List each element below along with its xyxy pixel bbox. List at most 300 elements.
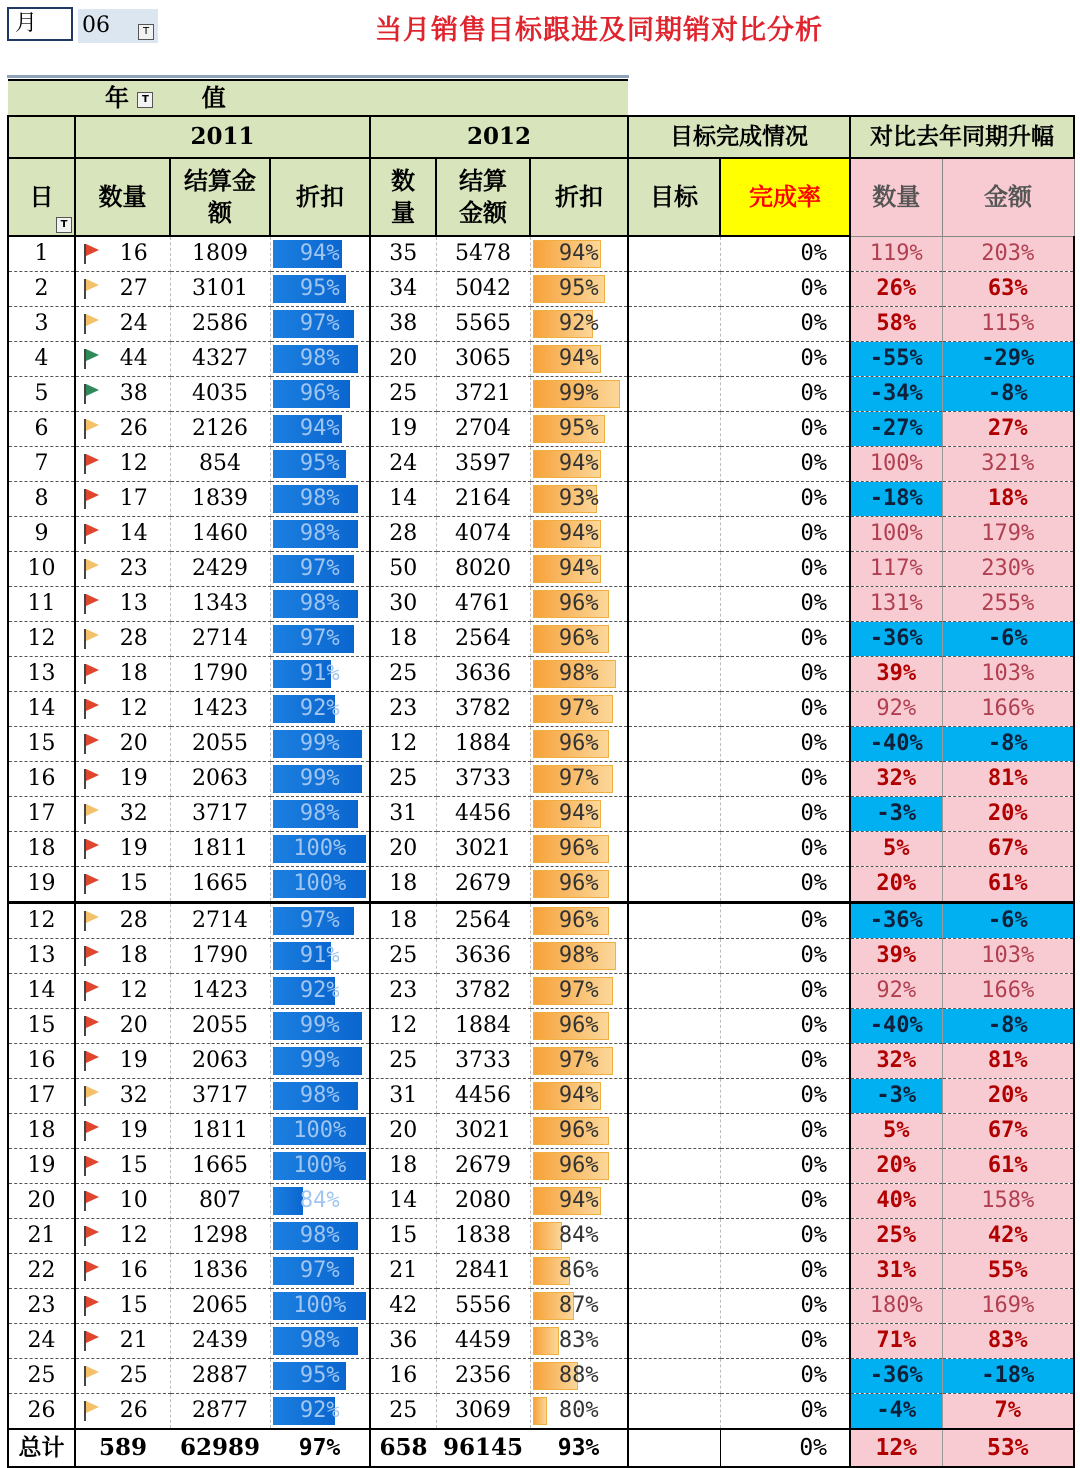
target-cell[interactable] (628, 974, 720, 1009)
target-cell[interactable] (628, 1114, 720, 1149)
completion-rate-cell: 0% (720, 1254, 850, 1289)
qty-2011-cell (75, 1289, 170, 1324)
amount-2011-cell: 1839 (170, 482, 270, 517)
discount-2012-value: 94% (558, 801, 599, 826)
qty-2011-header: 数量 (75, 158, 170, 236)
day-cell: 15 (8, 727, 75, 762)
qty-2012-cell: 20 (370, 832, 436, 867)
target-cell[interactable] (628, 1009, 720, 1044)
compare-amount-cell: 103% (942, 939, 1074, 974)
discount-2011-value: 95% (299, 1363, 340, 1388)
discount-2012-cell (530, 692, 628, 727)
discount-2011-value: 97% (299, 908, 340, 933)
compare-amount-cell: -8% (942, 1009, 1074, 1044)
target-cell[interactable] (628, 762, 720, 797)
table-row (8, 412, 1074, 447)
discount-2011-cell (270, 1394, 370, 1430)
target-cell[interactable] (628, 867, 720, 903)
target-cell[interactable] (628, 447, 720, 482)
discount-2011-value: 100% (293, 1118, 347, 1143)
target-cell[interactable] (628, 236, 720, 272)
qty-2011-cell (75, 552, 170, 587)
flag-icon (84, 874, 98, 894)
compare-qty-cell: 39% (850, 939, 942, 974)
discount-2012-value: 97% (558, 978, 599, 1003)
qty-2011-cell (75, 1219, 170, 1254)
qty-2012-cell: 23 (370, 692, 436, 727)
amount-2012-cell: 3733 (436, 1044, 530, 1079)
qty-2011-cell (75, 762, 170, 797)
amount-2012-cell: 2841 (436, 1254, 530, 1289)
discount-2011-cell (270, 692, 370, 727)
discount-2011-cell (270, 1009, 370, 1044)
compare-qty-cell: -55% (850, 342, 942, 377)
amount-2011-cell: 1665 (170, 867, 270, 903)
flag-icon (84, 314, 98, 334)
amount-2011-cell: 2063 (170, 762, 270, 797)
day-cell: 18 (8, 832, 75, 867)
completion-rate-cell: 0% (720, 272, 850, 307)
discount-2012-value: 94% (558, 451, 599, 476)
amount-2011-cell: 1665 (170, 1149, 270, 1184)
compare-amount-cell: 203% (942, 236, 1074, 272)
discount-2012-value: 98% (558, 943, 599, 968)
amount-2012-cell: 2704 (436, 412, 530, 447)
discount-2012-value: 86% (558, 1258, 599, 1283)
discount-2011-cell (270, 1289, 370, 1324)
target-cell[interactable] (628, 587, 720, 622)
flag-icon (84, 1401, 98, 1421)
discount-2012-cell (530, 552, 628, 587)
day-header-label: 日 (29, 182, 54, 211)
qty-2011-cell (75, 272, 170, 307)
compare-amount-cell: 18% (942, 482, 1074, 517)
target-cell[interactable] (628, 1289, 720, 1324)
compare-amount-cell: 81% (942, 1044, 1074, 1079)
discount-2011-cell (270, 482, 370, 517)
amount-2011-cell: 2877 (170, 1394, 270, 1430)
qty-2012-cell: 38 (370, 307, 436, 342)
compare-amount-cell: -18% (942, 1359, 1074, 1394)
compare-amount-cell: 55% (942, 1254, 1074, 1289)
amount-2012-cell: 3721 (436, 377, 530, 412)
flag-icon (84, 244, 98, 264)
amount-2011-cell: 1809 (170, 236, 270, 272)
discount-2011-value: 98% (299, 801, 340, 826)
day-filter-icon[interactable]: T (56, 217, 72, 233)
table-row (8, 832, 1074, 867)
year-field-label: 年 (105, 83, 129, 112)
total-target (628, 1429, 720, 1467)
table-row (8, 1009, 1074, 1044)
discount-2012-cell (530, 657, 628, 692)
amount-2012-cell: 2564 (436, 622, 530, 657)
flag-icon (84, 349, 98, 369)
table-row (8, 1044, 1074, 1079)
year-filter-icon[interactable]: T (137, 92, 153, 108)
target-cell[interactable] (628, 272, 720, 307)
corner-cell (8, 80, 75, 116)
day-cell: 17 (8, 1079, 75, 1114)
discount-2011-cell (270, 1149, 370, 1184)
compare-amount-cell: 321% (942, 447, 1074, 482)
day-cell: 6 (8, 412, 75, 447)
header-rule (7, 75, 629, 78)
discount-2012-value: 94% (558, 241, 599, 266)
flag-icon (84, 629, 98, 649)
qty-2011-cell (75, 1324, 170, 1359)
amount-2011-cell: 4035 (170, 377, 270, 412)
day-cell: 16 (8, 1044, 75, 1079)
qty-2011-cell (75, 832, 170, 867)
qty-2012-cell: 12 (370, 1009, 436, 1044)
completion-rate-cell: 0% (720, 482, 850, 517)
discount-2011-value: 97% (299, 626, 340, 651)
qty-2011-cell (75, 342, 170, 377)
flag-icon (84, 279, 98, 299)
discount-2012-cell (530, 1044, 628, 1079)
amount-2011-cell: 1423 (170, 974, 270, 1009)
qty-2011-cell (75, 447, 170, 482)
compare-qty-cell: 92% (850, 974, 942, 1009)
amount-2012-cell: 1884 (436, 727, 530, 762)
table-row (8, 692, 1074, 727)
target-cell[interactable] (628, 1359, 720, 1394)
flag-icon (84, 1051, 98, 1071)
completion-rate-cell: 0% (720, 342, 850, 377)
flag-icon (84, 664, 98, 684)
qty-2011-cell (75, 867, 170, 903)
discount-2011-cell (270, 727, 370, 762)
table-row (8, 377, 1074, 412)
flag-icon (84, 1226, 98, 1246)
discount-2011-cell (270, 1359, 370, 1394)
table-row (8, 903, 1074, 939)
discount-2012-cell (530, 974, 628, 1009)
table-row (8, 1324, 1074, 1359)
discount-2012-value: 97% (558, 766, 599, 791)
filter-month-label: 月 (15, 11, 38, 36)
day-cell: 9 (8, 517, 75, 552)
amount-2011-cell: 3101 (170, 272, 270, 307)
day-cell: 22 (8, 1254, 75, 1289)
amount-2012-cell: 2564 (436, 903, 530, 939)
databar-2012 (533, 1327, 559, 1355)
completion-rate-cell: 0% (720, 1044, 850, 1079)
discount-2011-cell (270, 832, 370, 867)
compare-qty-cell: 32% (850, 762, 942, 797)
target-cell[interactable] (628, 1219, 720, 1254)
compare-amount-header: 金额 (942, 158, 1074, 236)
discount-2012-cell (530, 832, 628, 867)
discount-2011-value: 97% (299, 556, 340, 581)
amount-2011-cell: 2714 (170, 622, 270, 657)
table-row (8, 939, 1074, 974)
total-qty-2011: 589 (75, 1429, 170, 1467)
discount-2011-value: 98% (299, 486, 340, 511)
discount-2011-cell (270, 307, 370, 342)
day-cell: 17 (8, 797, 75, 832)
completion-rate-cell: 0% (720, 974, 850, 1009)
discount-2012-value: 93% (558, 486, 599, 511)
completion-rate-cell: 0% (720, 1149, 850, 1184)
target-cell[interactable] (628, 1324, 720, 1359)
discount-2012-cell (530, 1079, 628, 1114)
qty-2011-value: 25 (119, 1363, 148, 1388)
discount-2012-cell (530, 1289, 628, 1324)
day-cell: 14 (8, 692, 75, 727)
amount-2012-cell: 2679 (436, 1149, 530, 1184)
discount-2012-value: 87% (558, 1293, 599, 1318)
completion-rate-cell: 0% (720, 832, 850, 867)
discount-2011-cell (270, 587, 370, 622)
target-cell[interactable] (628, 552, 720, 587)
compare-amount-cell: 230% (942, 552, 1074, 587)
amount-2011-cell: 1836 (170, 1254, 270, 1289)
amount-2012-cell: 3021 (436, 832, 530, 867)
qty-2011-value: 21 (119, 1328, 148, 1353)
compare-amount-cell: 61% (942, 1149, 1074, 1184)
amount-2011-cell: 2586 (170, 307, 270, 342)
flag-icon (84, 489, 98, 509)
qty-2011-value: 20 (119, 1013, 148, 1038)
compare-amount-cell: 83% (942, 1324, 1074, 1359)
flag-icon (84, 384, 98, 404)
day-cell: 3 (8, 307, 75, 342)
day-cell: 12 (8, 903, 75, 939)
discount-2012-value: 96% (558, 1013, 599, 1038)
discount-2012-cell (530, 1324, 628, 1359)
target-cell[interactable] (628, 1184, 720, 1219)
discount-2011-cell (270, 342, 370, 377)
compare-qty-cell: 117% (850, 552, 942, 587)
completion-rate-cell: 0% (720, 939, 850, 974)
qty-2012-cell: 25 (370, 657, 436, 692)
target-cell[interactable] (628, 1079, 720, 1114)
target-cell[interactable] (628, 903, 720, 939)
compare-qty-cell: -36% (850, 622, 942, 657)
target-cell[interactable] (628, 832, 720, 867)
target-cell[interactable] (628, 727, 720, 762)
discount-2012-value: 84% (558, 1223, 599, 1248)
compare-amount-cell: 158% (942, 1184, 1074, 1219)
discount-2011-cell (270, 797, 370, 832)
amount-2012-cell: 8020 (436, 552, 530, 587)
discount-2012-value: 96% (558, 836, 599, 861)
discount-2012-value: 95% (558, 416, 599, 441)
discount-2011-cell (270, 1044, 370, 1079)
day-cell: 23 (8, 1289, 75, 1324)
flag-icon (84, 911, 98, 931)
qty-2011-cell (75, 903, 170, 939)
compare-amount-cell: -8% (942, 377, 1074, 412)
qty-2012-cell: 36 (370, 1324, 436, 1359)
target-cell[interactable] (628, 797, 720, 832)
compare-qty-cell: 25% (850, 1219, 942, 1254)
target-cell[interactable] (628, 622, 720, 657)
discount-2011-value: 91% (299, 661, 340, 686)
table-row (8, 797, 1074, 832)
table-row (8, 1394, 1074, 1430)
compare-qty-cell: 180% (850, 1289, 942, 1324)
discount-2011-value: 100% (293, 836, 347, 861)
discount-2011-value: 97% (299, 1258, 340, 1283)
target-cell[interactable] (628, 1044, 720, 1079)
flag-icon (84, 1016, 98, 1036)
qty-2012-cell: 18 (370, 903, 436, 939)
filter-dropdown-icon[interactable]: T (138, 24, 154, 40)
table-row (8, 622, 1074, 657)
target-cell[interactable] (628, 412, 720, 447)
filter-value-month[interactable] (78, 9, 158, 43)
amount-2012-cell: 2080 (436, 1184, 530, 1219)
qty-2012-header: 数量 (370, 158, 436, 236)
amount-2011-cell: 3717 (170, 1079, 270, 1114)
target-cell[interactable] (628, 1149, 720, 1184)
discount-2012-value: 94% (558, 1083, 599, 1108)
discount-2011-value: 92% (299, 696, 340, 721)
compare-qty-cell: 100% (850, 447, 942, 482)
discount-2012-cell (530, 1394, 628, 1430)
discount-2012-value: 94% (558, 346, 599, 371)
discount-2011-cell (270, 272, 370, 307)
total-discount-2012: 93% (530, 1429, 628, 1467)
target-cell[interactable] (628, 1254, 720, 1289)
qty-2012-cell: 14 (370, 1184, 436, 1219)
compare-qty-cell: 5% (850, 832, 942, 867)
completion-rate-cell: 0% (720, 797, 850, 832)
qty-2011-cell (75, 1009, 170, 1044)
discount-2011-cell (270, 762, 370, 797)
amount-2012-cell: 3065 (436, 342, 530, 377)
discount-2012-cell (530, 377, 628, 412)
day-cell: 13 (8, 939, 75, 974)
flag-icon (84, 454, 98, 474)
completion-rate-cell: 0% (720, 622, 850, 657)
flag-icon (84, 1156, 98, 1176)
flag-icon (84, 419, 98, 439)
table-row (8, 867, 1074, 903)
amount-2012-cell: 2356 (436, 1359, 530, 1394)
target-cell[interactable] (628, 342, 720, 377)
year-2012-header: 2012 (370, 116, 628, 158)
qty-2011-value: 18 (119, 661, 148, 686)
amount-2011-cell: 2055 (170, 727, 270, 762)
qty-2011-cell (75, 517, 170, 552)
amount-2011-cell: 854 (170, 447, 270, 482)
amount-2011-cell: 3717 (170, 797, 270, 832)
qty-2012-cell: 25 (370, 1044, 436, 1079)
day-cell: 2 (8, 272, 75, 307)
discount-2011-cell (270, 974, 370, 1009)
amount-2011-cell: 1811 (170, 1114, 270, 1149)
table-row (8, 1079, 1074, 1114)
total-qty-2012: 658 (370, 1429, 436, 1467)
discount-2011-cell (270, 1219, 370, 1254)
compare-qty-cell: -4% (850, 1394, 942, 1430)
discount-2011-cell (270, 1324, 370, 1359)
qty-2012-cell: 31 (370, 797, 436, 832)
table-row (8, 236, 1074, 272)
discount-2011-value: 98% (299, 591, 340, 616)
discount-2011-cell (270, 1079, 370, 1114)
compare-amount-cell: 61% (942, 867, 1074, 903)
discount-2012-cell (530, 482, 628, 517)
target-cell[interactable] (628, 517, 720, 552)
day-cell: 11 (8, 587, 75, 622)
amount-2012-cell: 5042 (436, 272, 530, 307)
completion-rate-cell: 0% (720, 903, 850, 939)
qty-2011-value: 26 (119, 416, 148, 441)
qty-2011-value: 38 (119, 381, 148, 406)
discount-2011-value: 95% (299, 451, 340, 476)
target-cell[interactable] (628, 692, 720, 727)
compare-qty-cell: -36% (850, 1359, 942, 1394)
discount-2011-cell (270, 1254, 370, 1289)
discount-2011-header: 折扣 (270, 158, 370, 236)
qty-2012-cell: 18 (370, 1149, 436, 1184)
discount-2012-value: 83% (558, 1328, 599, 1353)
day-cell: 13 (8, 657, 75, 692)
discount-2012-value: 96% (558, 871, 599, 896)
databar-2012 (533, 1222, 563, 1250)
qty-2012-cell: 18 (370, 622, 436, 657)
day-cell: 25 (8, 1359, 75, 1394)
completion-rate-cell: 0% (720, 1289, 850, 1324)
completion-rate-cell: 0% (720, 1324, 850, 1359)
compare-qty-cell: -18% (850, 482, 942, 517)
discount-2012-cell (530, 1009, 628, 1044)
compare-qty-cell: -34% (850, 377, 942, 412)
day-cell: 20 (8, 1184, 75, 1219)
amount-2012-cell: 2164 (436, 482, 530, 517)
qty-2011-value: 28 (119, 626, 148, 651)
compare-qty-header: 数量 (850, 158, 942, 236)
flag-icon (84, 1086, 98, 1106)
qty-2011-cell (75, 412, 170, 447)
target-cell[interactable] (628, 482, 720, 517)
compare-qty-cell: 31% (850, 1254, 942, 1289)
discount-2012-cell (530, 447, 628, 482)
amount-2012-cell: 3069 (436, 1394, 530, 1430)
discount-2011-value: 100% (293, 1293, 347, 1318)
qty-2012-cell: 20 (370, 1114, 436, 1149)
discount-2011-cell (270, 622, 370, 657)
qty-2011-value: 17 (119, 486, 148, 511)
discount-2012-cell (530, 727, 628, 762)
qty-2011-value: 15 (119, 1153, 148, 1178)
filter-field-month[interactable] (7, 7, 73, 41)
compare-amount-cell: 42% (942, 1219, 1074, 1254)
discount-2011-value: 94% (299, 241, 340, 266)
qty-2012-cell: 31 (370, 1079, 436, 1114)
discount-2012-value: 96% (558, 591, 599, 616)
compare-qty-cell: 119% (850, 236, 942, 272)
flag-icon (84, 734, 98, 754)
target-cell[interactable] (628, 1394, 720, 1430)
amount-2011-cell: 2055 (170, 1009, 270, 1044)
qty-2012-cell: 20 (370, 342, 436, 377)
target-cell[interactable] (628, 657, 720, 692)
target-cell[interactable] (628, 939, 720, 974)
completion-rate-cell: 0% (720, 657, 850, 692)
compare-amount-cell: 115% (942, 307, 1074, 342)
target-cell[interactable] (628, 307, 720, 342)
flag-icon (84, 839, 98, 859)
amount-2012-cell: 4456 (436, 797, 530, 832)
day-header[interactable] (8, 158, 75, 236)
target-cell[interactable] (628, 377, 720, 412)
